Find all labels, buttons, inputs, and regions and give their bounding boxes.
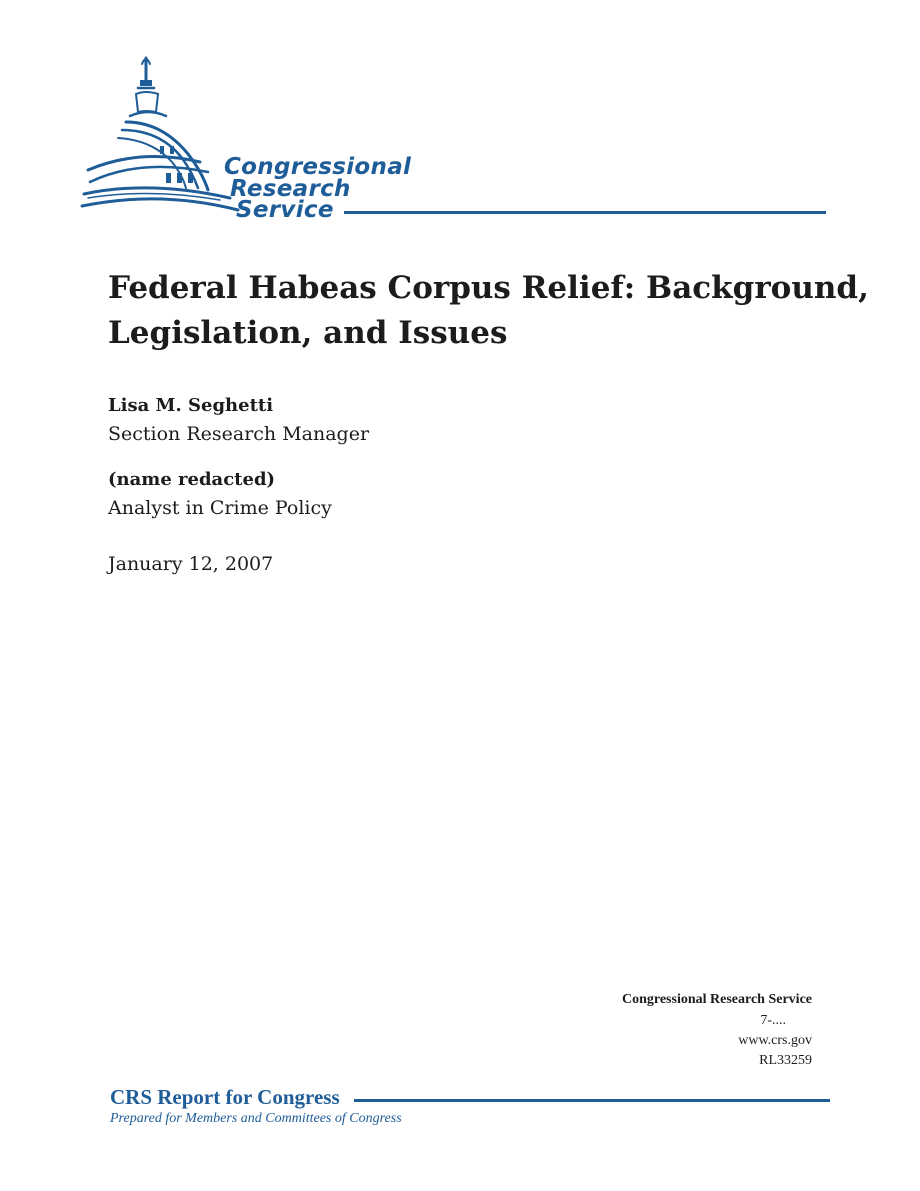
report-title-line-2: Legislation, and Issues (108, 315, 508, 351)
footer-title: CRS Report for Congress (110, 1085, 340, 1109)
author-1-role: Section Research Manager (108, 423, 370, 445)
logo-word-congressional: Congressional (224, 154, 412, 180)
report-info (622, 991, 812, 1071)
footer-rule (354, 1099, 830, 1102)
author-2-name: (name redacted) (108, 469, 276, 490)
report-title (108, 266, 869, 356)
report-date: January 12, 2007 (108, 553, 274, 575)
crs-logo (80, 50, 840, 230)
report-title-line-1: Federal Habeas Corpus Relief: Background, (108, 270, 869, 306)
logo-word-service: Service (236, 197, 334, 223)
author-1-name: Lisa M. Seghetti (108, 395, 274, 416)
info-org: Congressional Research Service (621, 992, 812, 1007)
footer-subtitle: Prepared for Members and Committees of Congress (110, 1111, 402, 1126)
info-website: www.crs.gov (738, 1033, 812, 1048)
author-2-role: Analyst in Crime Policy (108, 497, 332, 519)
info-report-number: RL33259 (759, 1053, 812, 1068)
info-code: 7-.... (760, 1013, 786, 1028)
logo-word-research: Research (230, 176, 351, 202)
logo-rule (344, 211, 826, 214)
